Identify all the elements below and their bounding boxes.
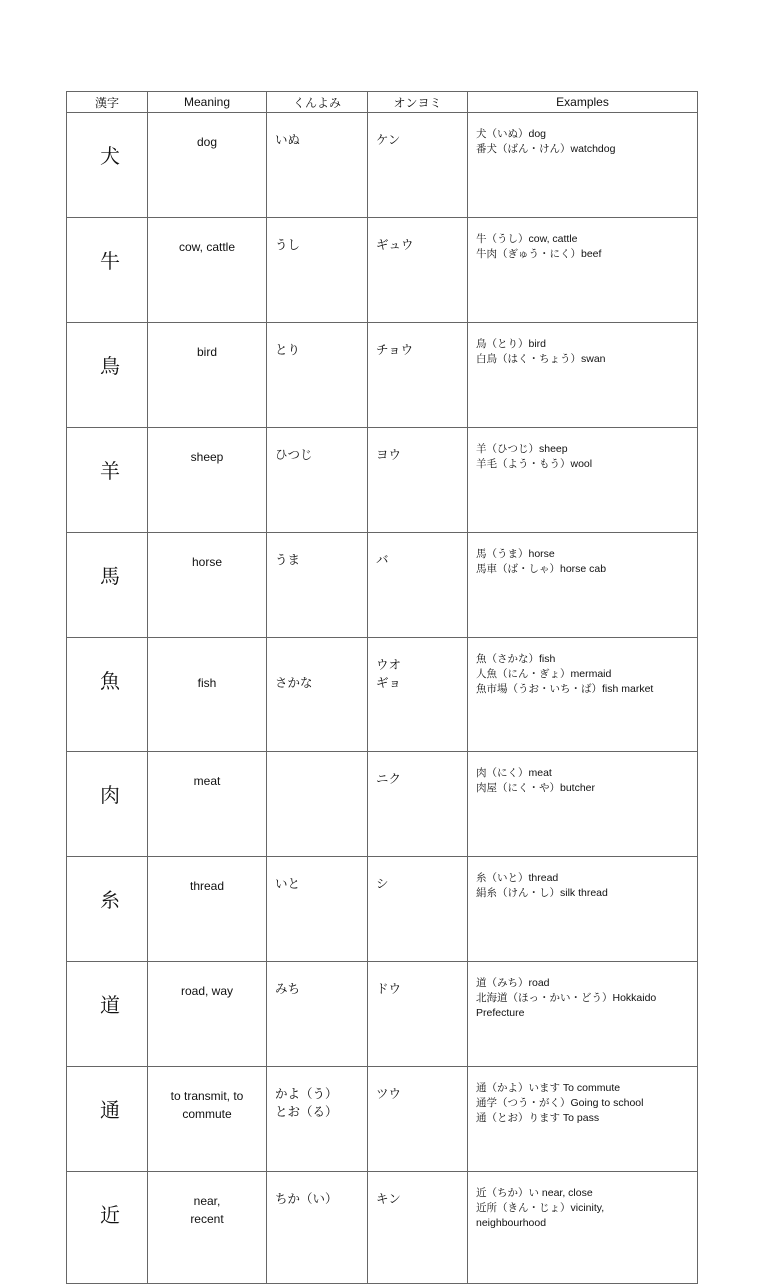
meaning-cell-line: thread (189, 879, 225, 893)
onyomi-cell (368, 638, 468, 752)
header-onyomi: オンヨミ (368, 92, 468, 113)
meaning-cell-line: horse (191, 555, 223, 569)
meaning-cell (148, 752, 267, 857)
table-row (67, 533, 698, 638)
table-row (67, 962, 698, 1067)
kunyomi-cell (267, 1067, 368, 1172)
onyomi-cell-line: シ (376, 876, 389, 891)
examples-cell (468, 1067, 698, 1172)
examples-cell-line: neighbourhood (476, 1217, 547, 1229)
examples-cell (468, 428, 698, 533)
meaning-cell-line: dog (196, 135, 218, 149)
meaning-cell-line: commute (182, 1107, 232, 1121)
examples-cell (468, 113, 698, 218)
examples-cell-line: 人魚（にん・ぎょ）mermaid (476, 668, 612, 680)
meaning-cell (148, 1067, 267, 1172)
examples-cell-line: 道（みち）road (476, 977, 550, 989)
meaning-cell (148, 323, 267, 428)
examples-cell-line: 馬車（ば・しゃ）horse cab (476, 563, 607, 575)
meaning-cell (148, 533, 267, 638)
examples-cell (468, 962, 698, 1067)
kunyomi-cell (267, 752, 368, 857)
table-row (67, 113, 698, 218)
meaning-cell-line: to transmit, to (170, 1089, 244, 1103)
examples-cell (468, 857, 698, 962)
examples-cell (468, 1172, 698, 1284)
onyomi-cell-line: ギョ (376, 675, 402, 690)
onyomi-cell (368, 218, 468, 323)
meaning-cell-line: road, way (180, 984, 234, 998)
meaning-cell-line: near, (193, 1194, 221, 1208)
kunyomi-cell-line: ちか（い） (275, 1191, 338, 1206)
examples-cell-line: 羊毛（よう・もう）wool (476, 458, 593, 470)
examples-cell-line: 糸（いと）thread (476, 872, 559, 884)
examples-cell-line: 通学（つう・がく）Going to school (476, 1097, 644, 1109)
meaning-cell-line: fish (197, 676, 217, 690)
kunyomi-cell (267, 962, 368, 1067)
examples-cell-line: Prefecture (476, 1007, 525, 1019)
examples-cell-line: 馬（うま）horse (476, 548, 555, 560)
examples-cell (468, 323, 698, 428)
kanji-cell: 鳥 (67, 323, 148, 428)
onyomi-cell-line: ドウ (376, 981, 402, 996)
kanji-cell: 道 (67, 962, 148, 1067)
onyomi-cell (368, 752, 468, 857)
examples-cell-line: 通（とお）ります To pass (476, 1112, 600, 1124)
onyomi-cell-line: ツウ (376, 1086, 402, 1101)
kunyomi-cell-line: いぬ (275, 132, 301, 147)
onyomi-cell-line: ギュウ (376, 237, 414, 252)
header-row (67, 92, 698, 113)
kunyomi-cell-line: とり (275, 342, 301, 357)
kanji-cell: 犬 (67, 113, 148, 218)
meaning-cell (148, 962, 267, 1067)
kanji-cell: 通 (67, 1067, 148, 1172)
onyomi-cell (368, 1067, 468, 1172)
meaning-cell (148, 113, 267, 218)
kunyomi-cell-line: みち (275, 981, 301, 996)
kunyomi-cell (267, 857, 368, 962)
examples-cell-line: 北海道（ほっ・かい・どう）Hokkaido (476, 992, 657, 1004)
header-examples: Examples (468, 92, 698, 113)
table-row (67, 1067, 698, 1172)
examples-cell (468, 218, 698, 323)
meaning-cell (148, 1172, 267, 1284)
table-row (67, 218, 698, 323)
kunyomi-cell (267, 113, 368, 218)
onyomi-cell-line: チョウ (376, 342, 414, 357)
meaning-cell-line: meat (193, 774, 221, 788)
onyomi-cell (368, 428, 468, 533)
kunyomi-cell (267, 533, 368, 638)
table-row (67, 428, 698, 533)
kanji-cell: 馬 (67, 533, 148, 638)
meaning-cell-line: cow, cattle (178, 240, 236, 254)
kunyomi-cell-line: いと (275, 876, 301, 891)
meaning-cell (148, 218, 267, 323)
examples-cell-line: 鳥（とり）bird (476, 338, 547, 350)
onyomi-cell (368, 533, 468, 638)
table-row (67, 323, 698, 428)
examples-cell-line: 近所（きん・じょ）vicinity, (476, 1202, 605, 1214)
kanji-cell: 肉 (67, 752, 148, 857)
kunyomi-cell-line: とお（る） (275, 1104, 338, 1119)
table-row (67, 857, 698, 962)
examples-cell-line: 犬（いぬ）dog (476, 128, 547, 140)
examples-cell (468, 533, 698, 638)
meaning-cell-line: sheep (190, 450, 224, 464)
kunyomi-cell-line: うし (275, 237, 301, 252)
examples-cell-line: 絹糸（けん・し）silk thread (476, 887, 608, 899)
examples-cell-line: 羊（ひつじ）sheep (476, 443, 568, 455)
examples-cell-line: 白鳥（はく・ちょう）swan (476, 353, 606, 365)
examples-cell (468, 638, 698, 752)
kanji-table (66, 91, 698, 1284)
kunyomi-cell-line: かよ（う） (275, 1086, 338, 1101)
onyomi-cell (368, 962, 468, 1067)
onyomi-cell (368, 1172, 468, 1284)
table-row (67, 752, 698, 857)
onyomi-cell-line: キン (376, 1191, 401, 1206)
onyomi-cell-line: ヨウ (376, 447, 402, 462)
kanji-cell: 魚 (67, 638, 148, 752)
examples-cell-line: 番犬（ばん・けん）watchdog (476, 143, 616, 155)
meaning-cell-line: bird (196, 345, 217, 359)
kunyomi-cell (267, 428, 368, 533)
meaning-cell (148, 857, 267, 962)
examples-cell-line: 通（かよ）います To commute (476, 1082, 621, 1094)
kanji-cell: 糸 (67, 857, 148, 962)
table-row (67, 1172, 698, 1284)
kunyomi-cell (267, 638, 368, 752)
kunyomi-cell (267, 323, 368, 428)
examples-cell-line: 肉屋（にく・や）butcher (476, 782, 596, 794)
kanji-cell: 牛 (67, 218, 148, 323)
kunyomi-cell (267, 218, 368, 323)
header-meaning: Meaning (148, 92, 267, 113)
header-kunyomi: くんよみ (267, 92, 368, 113)
onyomi-cell (368, 857, 468, 962)
onyomi-cell (368, 323, 468, 428)
meaning-cell-line: recent (190, 1212, 224, 1226)
examples-cell-line: 魚市場（うお・いち・ば）fish market (476, 683, 654, 695)
examples-cell-line: 牛（うし）cow, cattle (476, 233, 578, 245)
examples-cell-line: 近（ちか）い near, close (476, 1187, 593, 1199)
kanji-cell: 近 (67, 1172, 148, 1284)
onyomi-cell-line: バ (376, 552, 389, 567)
examples-cell-line: 魚（さかな）fish (476, 653, 556, 665)
onyomi-cell-line: ウオ (376, 657, 402, 672)
meaning-cell (148, 428, 267, 533)
header-kanji: 漢字 (67, 92, 148, 113)
examples-cell-line: 肉（にく）meat (476, 767, 552, 779)
kunyomi-cell-line: さかな (275, 675, 313, 690)
onyomi-cell (368, 113, 468, 218)
onyomi-cell-line: ケン (376, 132, 401, 147)
examples-cell-line: 牛肉（ぎゅう・にく）beef (476, 248, 602, 260)
examples-cell (468, 752, 698, 857)
onyomi-cell-line: ニク (376, 771, 402, 786)
kunyomi-cell-line: ひつじ (275, 447, 313, 462)
kanji-cell: 羊 (67, 428, 148, 533)
kunyomi-cell-line: うま (275, 552, 301, 567)
table-row (67, 638, 698, 752)
meaning-cell (148, 638, 267, 752)
kunyomi-cell (267, 1172, 368, 1284)
